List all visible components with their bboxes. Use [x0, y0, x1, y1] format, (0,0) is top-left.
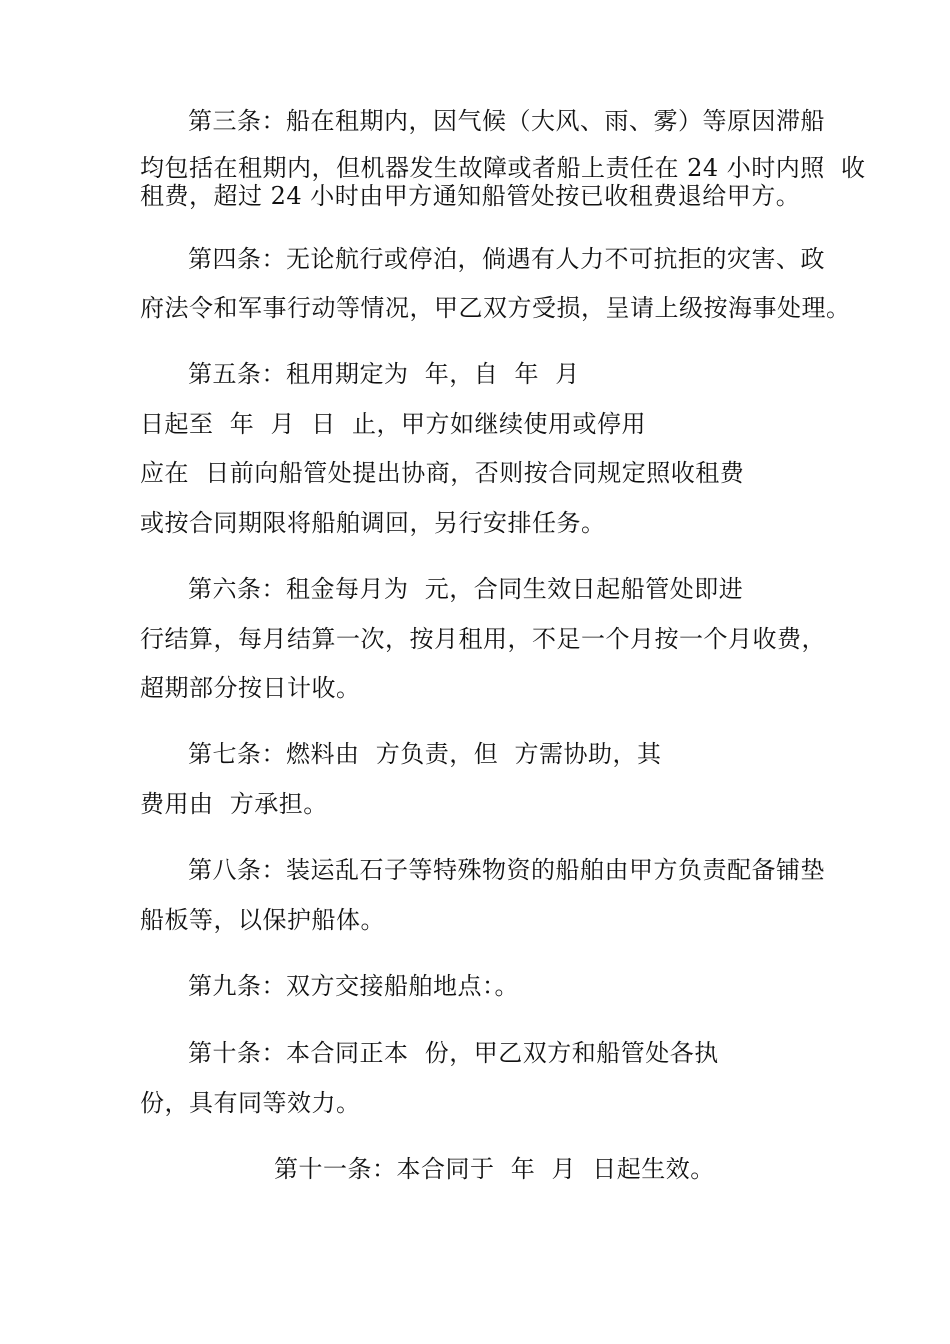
- article-6-line-2: 行结算，每月结算一次，按月租用，不足一个月按一个月收费，: [140, 625, 826, 653]
- article-3-line-2: 均包括在租期内，但机器发生故障或者船上责任在 24 小时内照 收: [140, 154, 866, 182]
- article-8-line-2: 船板等，以保护船体。: [140, 906, 385, 934]
- article-8-line-1: 第八条：装运乱石子等特殊物资的船舶由甲方负责配备铺垫: [188, 856, 825, 884]
- article-11-line-1: 第十一条：本合同于 年 月 日起生效。: [274, 1155, 715, 1183]
- article-3-line-3: 租费，超过 24 小时由甲方通知船管处按已收租费退给甲方。: [140, 182, 801, 210]
- article-10-line-1: 第十条：本合同正本 份，甲乙双方和船管处各执: [188, 1039, 719, 1067]
- article-3-line-1: 第三条：船在租期内，因气候（大风、雨、雾）等原因滞船: [188, 107, 825, 135]
- article-10-line-2: 份，具有同等效力。: [140, 1089, 361, 1117]
- article-5-line-3: 应在 日前向船管处提出协商，否则按合同规定照收租费: [140, 459, 745, 487]
- article-9-line-1: 第九条：双方交接船舶地点：。: [188, 972, 519, 1000]
- article-7-line-2: 费用由 方承担。: [140, 790, 328, 818]
- article-4-line-2: 府法令和军事行动等情况，甲乙双方受损，呈请上级按海事处理。: [140, 294, 851, 322]
- article-5-line-2: 日起至 年 月 日 止，甲方如继续使用或停用: [140, 410, 647, 438]
- article-7-line-1: 第七条：燃料由 方负责，但 方需协助，其: [188, 740, 662, 768]
- article-5-line-4: 或按合同期限将船舶调回，另行安排任务。: [140, 509, 606, 537]
- article-6-line-3: 超期部分按日计收。: [140, 674, 361, 702]
- article-4-line-1: 第四条：无论航行或停泊，倘遇有人力不可抗拒的灾害、政: [188, 245, 825, 273]
- article-6-line-1: 第六条：租金每月为 元，合同生效日起船管处即进: [188, 575, 744, 603]
- article-5-line-1: 第五条：租用期定为 年，自 年 月: [188, 360, 580, 388]
